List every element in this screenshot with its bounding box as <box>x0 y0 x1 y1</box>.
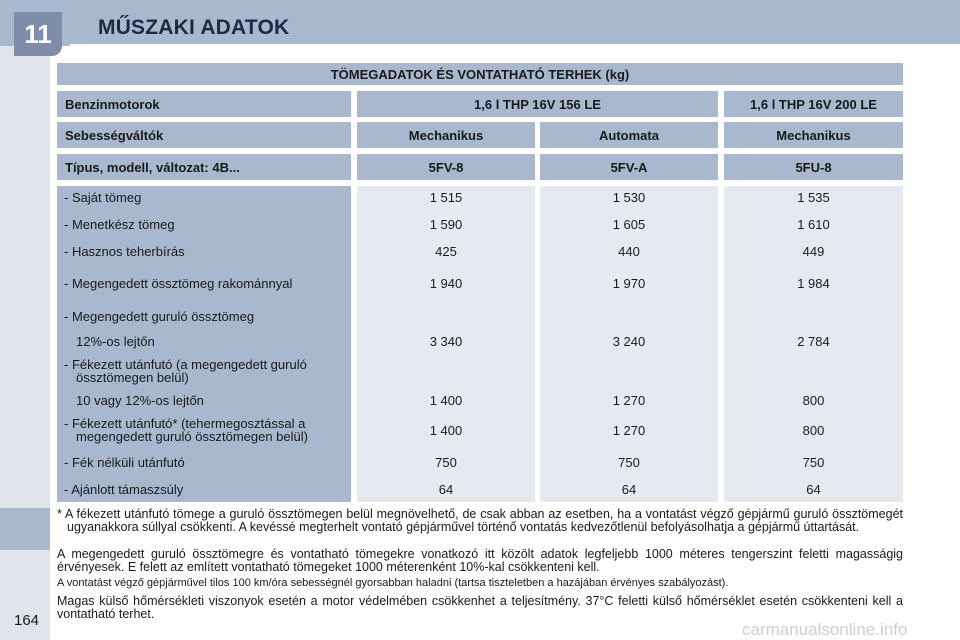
type-label: Típus, modell, változat: 4B... <box>57 154 351 180</box>
type-row <box>57 154 903 180</box>
row-value: 64 <box>621 482 637 497</box>
footnote-temperature: Magas külső hőmérsékleti viszonyok esetén a motor védelmében csökkenhet a teljesítmény. 37°C feletti külső hőmérséklet esetén csökkenteni kell a vontatható terhet. <box>57 594 903 621</box>
row-value: 1 984 <box>797 276 830 291</box>
row-value: 1 270 <box>612 423 646 438</box>
row-value: 1 530 <box>612 190 646 205</box>
row-label: - Saját tömeg <box>64 190 142 205</box>
gearbox-2: Automata <box>540 122 718 148</box>
type-3: 5FU-8 <box>724 154 903 180</box>
engine-row <box>57 91 903 117</box>
row-value: 1 270 <box>612 393 646 408</box>
row-value: 1 610 <box>797 217 830 232</box>
engine-label: Benzinmotorok <box>57 91 351 117</box>
engine-a: 1,6 l THP 16V 156 LE <box>357 91 718 117</box>
row-value: 1 590 <box>429 217 463 232</box>
row-value: 64 <box>438 482 454 497</box>
row-label: - Fékezett utánfutó (a megengedett guruló össztömegen belül) <box>64 357 307 385</box>
gearbox-3: Mechanikus <box>724 122 903 148</box>
row-value: 2 784 <box>797 334 830 349</box>
row-value: 1 605 <box>612 217 646 232</box>
type-2: 5FV-A <box>540 154 718 180</box>
row-value: 1 515 <box>429 190 463 205</box>
gearbox-1: Mechanikus <box>357 122 535 148</box>
title-divider <box>70 44 960 47</box>
side-strip <box>0 46 50 640</box>
row-label: 12%-os lejtőn <box>76 334 155 349</box>
gearbox-row <box>57 122 903 148</box>
row-value: 449 <box>802 244 825 259</box>
watermark: carmanualsonline.info <box>742 620 908 639</box>
row-label: - Ajánlott támaszsúly <box>64 482 184 497</box>
footnote-speed: A vontatást végző gépjárművel tilos 100 km/óra sebességnél gyorsabban haladni (tartsa tiszteletben a hazájában érvényes szabályozást). <box>57 577 729 589</box>
row-value: 64 <box>806 482 821 497</box>
row-label: - Fék nélküli utánfutó <box>64 455 185 470</box>
page-number: 164 <box>14 612 40 629</box>
table-header: TÖMEGADATOK ÉS VONTATHATÓ TERHEK (kg) <box>57 63 903 85</box>
row-value: 1 400 <box>429 393 463 408</box>
footnote-altitude: A megengedett guruló össztömegre és vontatható tömegekre vonatkozó itt közölt adatok legfeljebb 1000 méteres tengerszint feletti magasságig érvényesek. E felett az említett vontatható tömegeket 1000 méterenként 10%-kal csökkenteni kell. <box>57 547 903 574</box>
side-tab-marker <box>0 508 50 550</box>
row-value: 1 970 <box>612 276 646 291</box>
row-label: - Megengedett guruló össztömeg <box>64 309 255 324</box>
chapter-badge: 11 <box>14 12 62 56</box>
row-value: 425 <box>435 244 457 259</box>
row-value: 800 <box>802 423 825 438</box>
row-label: - Megengedett össztömeg rakománnyal <box>64 276 293 291</box>
row-label: 10 vagy 12%-os lejtőn <box>76 393 204 408</box>
row-value: 750 <box>618 455 640 470</box>
row-label: - Menetkész tömeg <box>64 217 175 232</box>
row-value: 1 400 <box>429 423 463 438</box>
engine-b: 1,6 l THP 16V 200 LE <box>724 91 903 117</box>
row-value: 1 535 <box>797 190 830 205</box>
row-value: 1 940 <box>429 276 463 291</box>
row-value: 3 340 <box>429 334 463 349</box>
row-label: - Fékezett utánfutó* (tehermegosztással a megengedett guruló össztömegen belül) <box>64 416 308 444</box>
type-1: 5FV-8 <box>357 154 535 180</box>
row-value: 440 <box>618 244 640 259</box>
row-value: 800 <box>802 393 825 408</box>
row-value: 750 <box>435 455 457 470</box>
gearbox-label: Sebességváltók <box>57 122 351 148</box>
row-value: 750 <box>802 455 825 470</box>
row-label: - Hasznos teherbírás <box>64 244 185 259</box>
page-title: MŰSZAKI ADATOK <box>98 16 290 39</box>
row-value: 3 240 <box>612 334 646 349</box>
footnote-star: * A fékezett utánfutó tömege a guruló össztömegen belül megnövelhető, de csak abban az esetben, ha a vontatást végző gépjármű guruló össztömegét ugyanakkora súllyal csökkenti. A kevéssé megterhelt vontató gépjárművel történő vontatás kedvezőtlenül befolyásolhatja a gépjármű úttartását. <box>57 507 903 534</box>
